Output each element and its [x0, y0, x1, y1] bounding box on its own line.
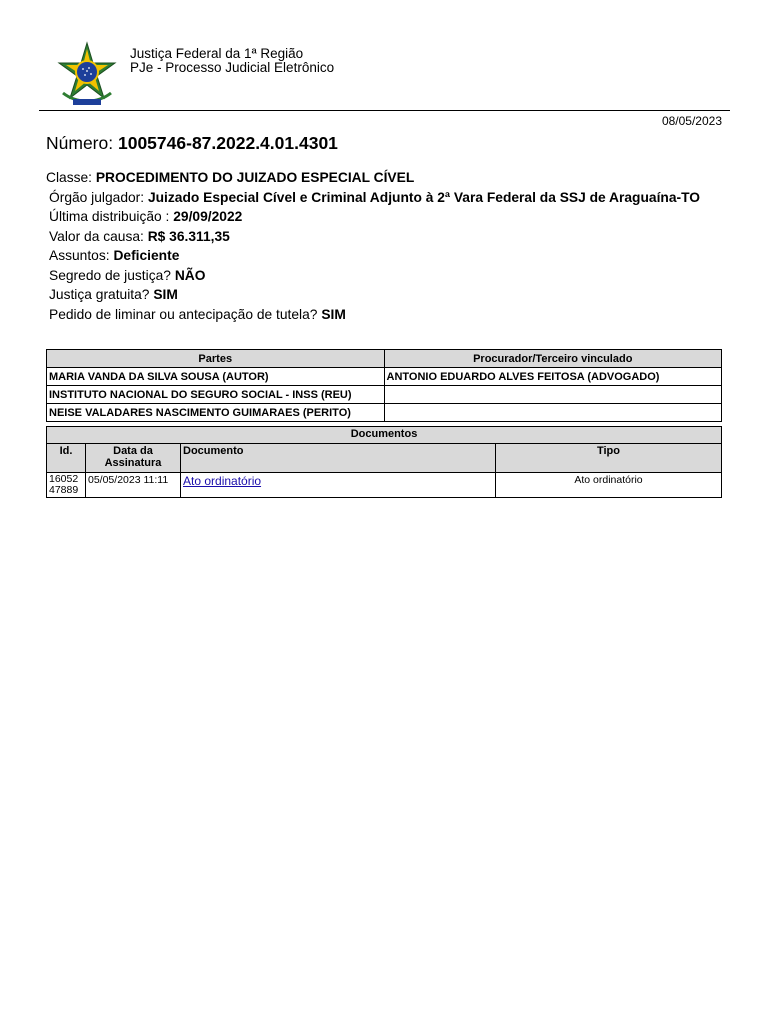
gratuita-value: SIM [153, 287, 178, 302]
documentos-title: Documentos [47, 427, 722, 444]
table-row [47, 404, 722, 422]
valor-row [46, 227, 718, 247]
org-line-court: Justiça Federal da 1ª Região [130, 46, 304, 61]
segredo-row [46, 266, 718, 286]
distribuicao-value: 29/09/2022 [173, 209, 243, 224]
segredo-value: NÃO [174, 267, 206, 283]
gratuita-label: Justiça gratuita? [49, 287, 150, 302]
documentos-table [46, 426, 722, 498]
valor-value: R$ 36.311,35 [147, 228, 230, 244]
process-number-value: 1005746-87.2022.4.01.4301 [117, 133, 338, 153]
procurador-cell [384, 404, 722, 422]
assuntos-row [46, 246, 718, 266]
classe-value: PROCEDIMENTO DO JUIZADO ESPECIAL CÍVEL [95, 170, 415, 185]
documentos-title-row [47, 427, 722, 444]
parte-cell: INSTITUTO NACIONAL DO SEGURO SOCIAL - INSS (REU) [47, 386, 385, 404]
partes-header-row [47, 350, 722, 368]
document-date-cell: 05/05/2023 11:11 [86, 473, 181, 498]
parte-cell: NEISE VALADARES NASCIMENTO GUIMARAES (PERITO) [47, 404, 385, 422]
parte-cell: MARIA VANDA DA SILVA SOUSA (AUTOR) [47, 368, 385, 386]
liminar-label: Pedido de liminar ou antecipação de tutela? [49, 306, 318, 322]
procurador-cell: ANTONIO EDUARDO ALVES FEITOSA (ADVOGADO) [384, 368, 722, 386]
distribuicao-label: Última distribuição : [49, 209, 170, 224]
document-link-cell [181, 473, 496, 498]
data-column-header: Data da Assinatura [86, 444, 181, 473]
segredo-label: Segredo de justiça? [49, 267, 171, 283]
process-number-label: Número: [46, 133, 114, 153]
document-date: 08/05/2023 [661, 114, 722, 128]
assuntos-value: Deficiente [113, 248, 180, 263]
classe-row [46, 168, 718, 188]
id-column-header: Id. [47, 444, 86, 473]
document-id-cell: 1605247889 [47, 473, 86, 498]
process-info [46, 168, 718, 324]
orgao-label: Órgão julgador: [49, 189, 145, 205]
procurador-cell [384, 386, 722, 404]
distribuicao-row [46, 207, 718, 227]
tipo-column-header: Tipo [496, 444, 722, 473]
partes-column-header: Partes [47, 350, 385, 368]
orgao-value: Juizado Especial Cível e Criminal Adjunto à 2ª Vara Federal da SSJ de Araguaína-TO [147, 189, 701, 205]
liminar-row [46, 305, 718, 325]
document-link[interactable]: Ato ordinatório [183, 474, 262, 488]
table-row [47, 386, 722, 404]
classe-label: Classe: [46, 170, 93, 185]
liminar-value: SIM [321, 306, 346, 322]
table-row [47, 368, 722, 386]
valor-label: Valor da causa: [49, 228, 144, 244]
documento-column-header: Documento [181, 444, 496, 473]
gratuita-row [46, 285, 718, 305]
documentos-header-row [47, 444, 722, 473]
organization-title [130, 47, 334, 75]
procurador-column-header: Procurador/Terceiro vinculado [384, 350, 722, 368]
document-header [39, 38, 730, 111]
table-row [47, 473, 722, 498]
partes-table [46, 349, 722, 422]
process-number [46, 133, 338, 154]
orgao-row [46, 188, 718, 208]
org-line-system: PJe - Processo Judicial Eletrônico [130, 60, 335, 75]
document-type-cell: Ato ordinatório [496, 473, 722, 498]
brazil-coat-of-arms-icon [53, 41, 121, 109]
assuntos-label: Assuntos: [49, 248, 110, 263]
